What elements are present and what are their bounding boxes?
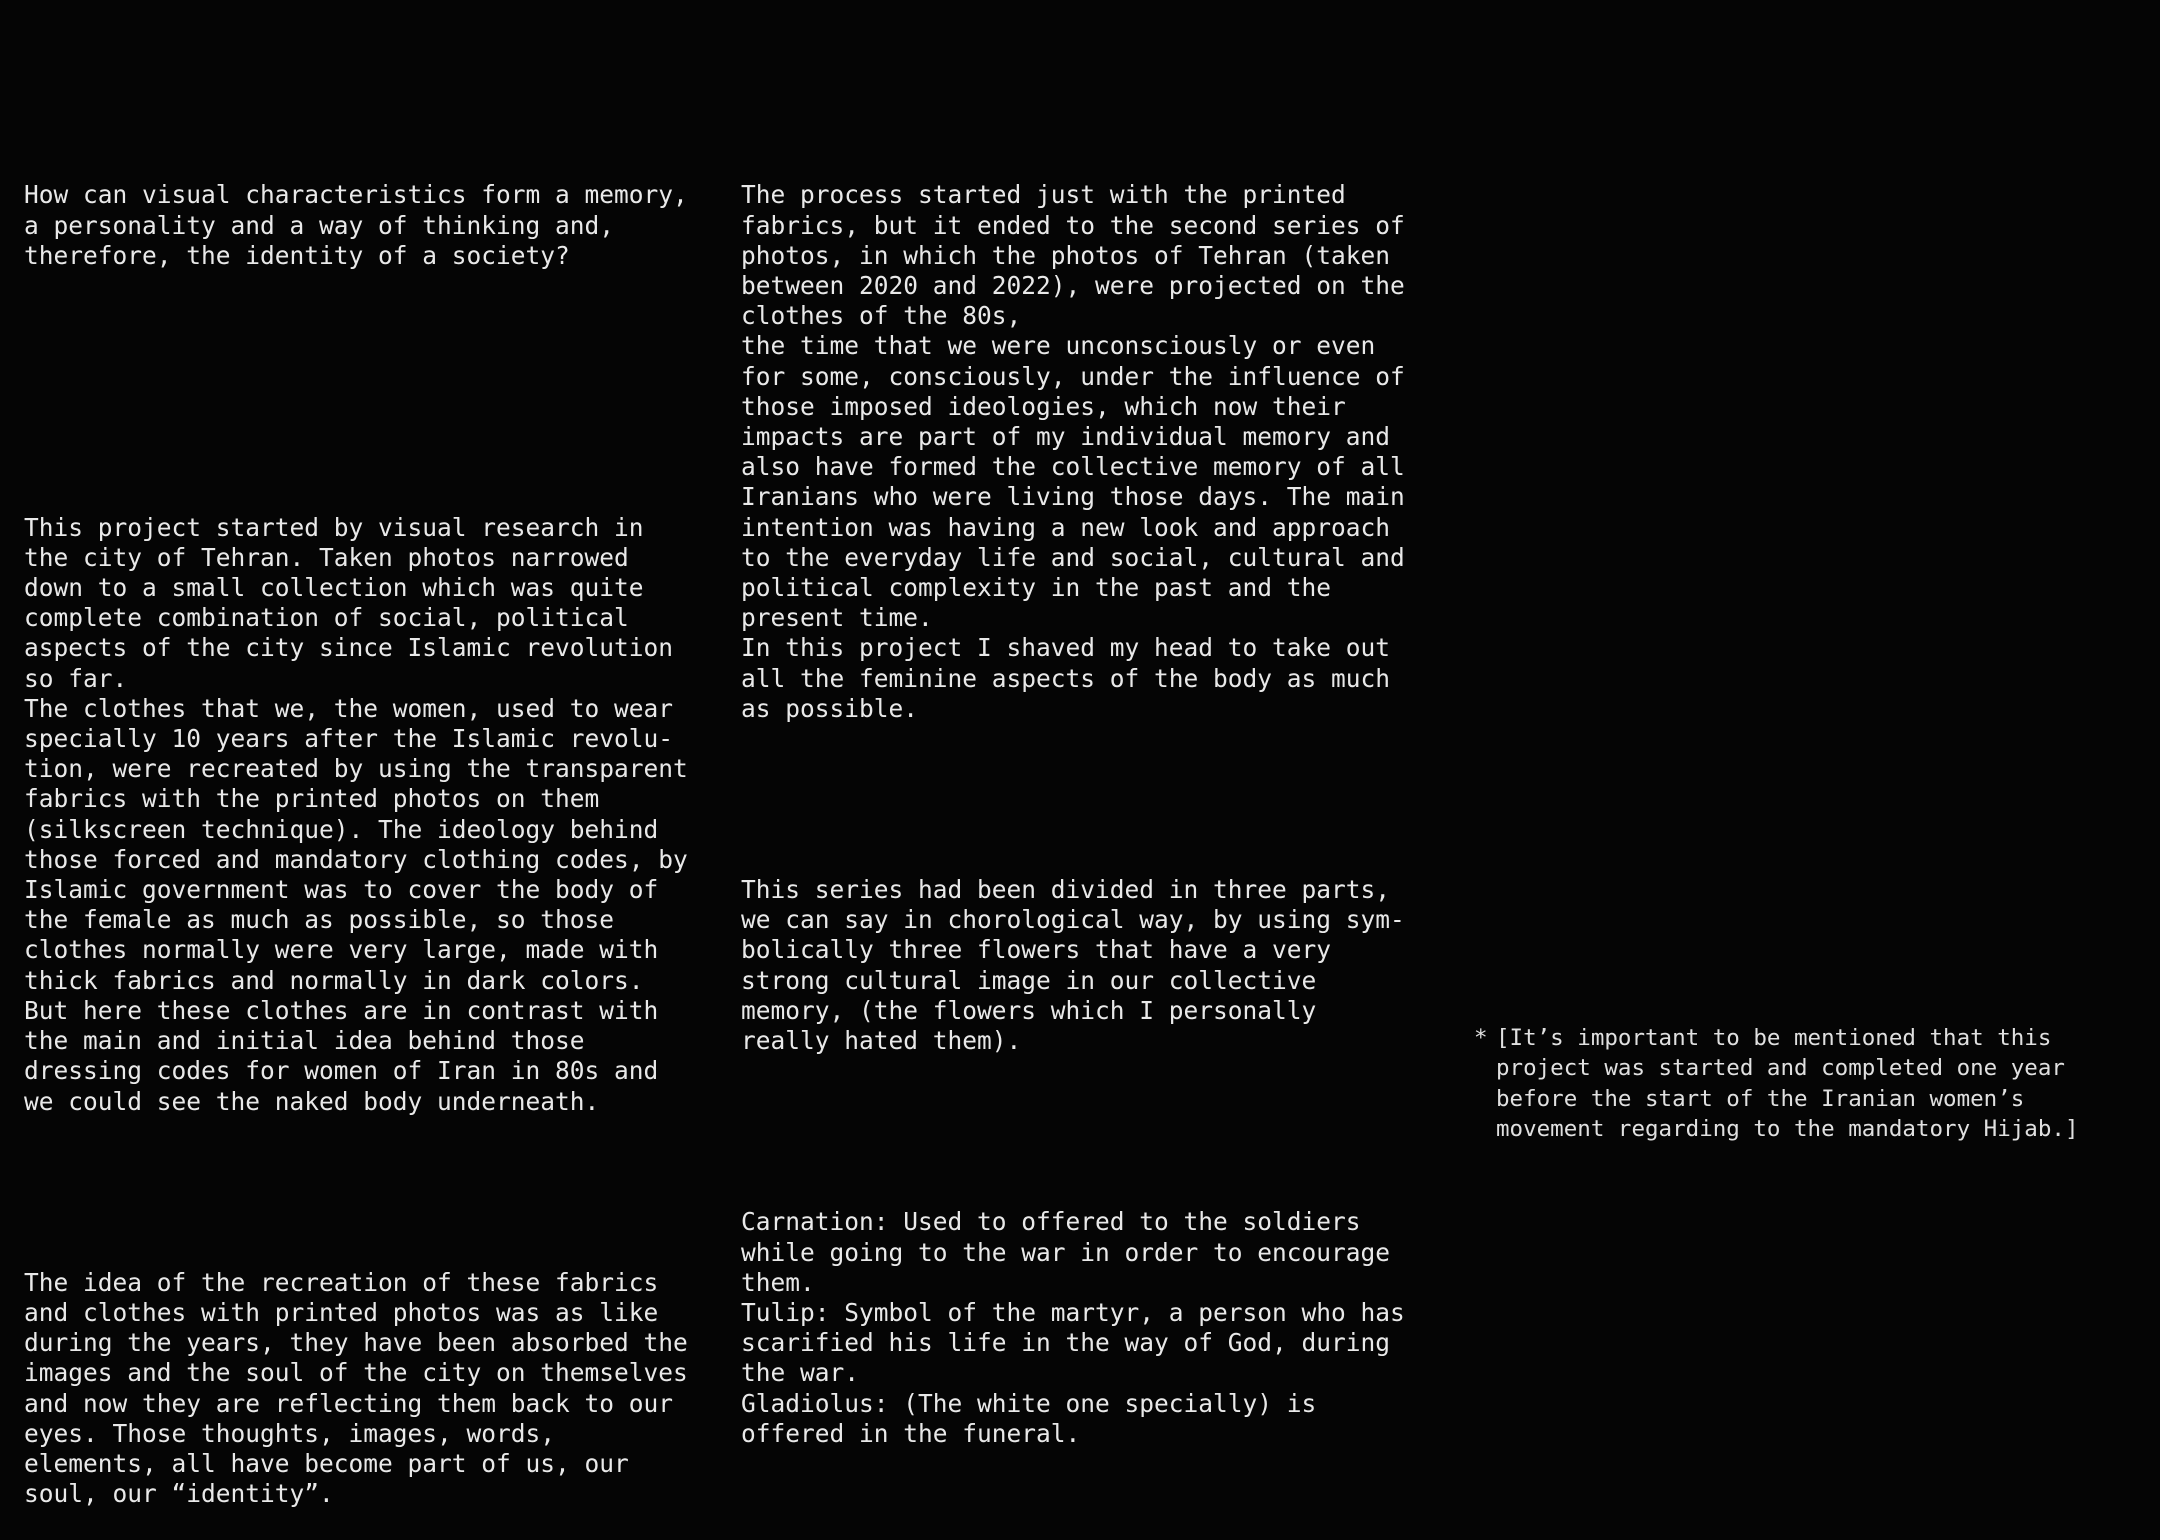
process-paragraph: The process started just with the printed fabrics, but it ended to the second series of photos, in which the photos of Tehran (taken between 2020 and 2022), were projected on the clothes of the 80s, the time that we were unconsciously or even for some, consciously, under the influence of those imposed ideologies, which now their impacts are part of my individual memory and also have formed the collective memory of all Iranians who were living those days. The main intention was having a new look and approach to the everyday life and social, cultural and political complexity in the past and the present time. In this project I shaved my head to take out all the feminine aspects of the body as much as possible. (741, 180, 1405, 723)
recreation-paragraph: The idea of the recreation of these fabrics and clothes with printed photos was as like during the years, they have been absorbed the images and the soul of the city on themselves and now they are reflecting them back to our eyes. Those thoughts, images, words, elements, all have become part of us, our soul, our “identity”. (24, 1267, 688, 1509)
footnote-text: [It’s important to be mentioned that this project was started and completed one year before the start of the Iranian women’s movement regarding to the mandatory Hijab.] (1496, 1025, 2079, 1142)
flowers-paragraph: Carnation: Used to offered to the soldiers while going to the war in order to encourage them. Tulip: Symbol of the martyr, a person who has scarified his life in the way of God, during the war. Gladiolus: (The white one specially) is offered in the funeral. (741, 1207, 1405, 1448)
footnote-marker: * (1474, 1025, 1488, 1051)
research-paragraph: This project started by visual research in the city of Tehran. Taken photos narrowed down to a small collection which was quite complete combination of social, political aspects of the city since Islamic revolution so far. The clothes that we, the women, used to wear specially 10 years after the Islamic revolu- tion, were recreated by using the transparent fabrics with the printed photos on them (silkscreen technique). The ideology behind those forced and mandatory clothing codes, by Islamic government was to cover the body of the female as much as possible, so those clothes normally were very large, made with thick fabrics and normally in dark colors. But here these clothes are in contrast with the main and initial idea behind those dressing codes for women of Iran in 80s and we could see the naked body underneath. (24, 512, 688, 1116)
series-paragraph: This series had been divided in three parts, we can say in chorological way, by using sym- bolically three flowers that have a very strong cultural image in our collective memory, (the flowers which I personally really hated them). (741, 875, 1405, 1056)
text-column-left (24, 120, 724, 1540)
text-column-right (741, 120, 1441, 1479)
question-paragraph: How can visual characteristics form a memory, a personality and a way of thinking and, therefore, the identity of a society? (24, 180, 688, 270)
